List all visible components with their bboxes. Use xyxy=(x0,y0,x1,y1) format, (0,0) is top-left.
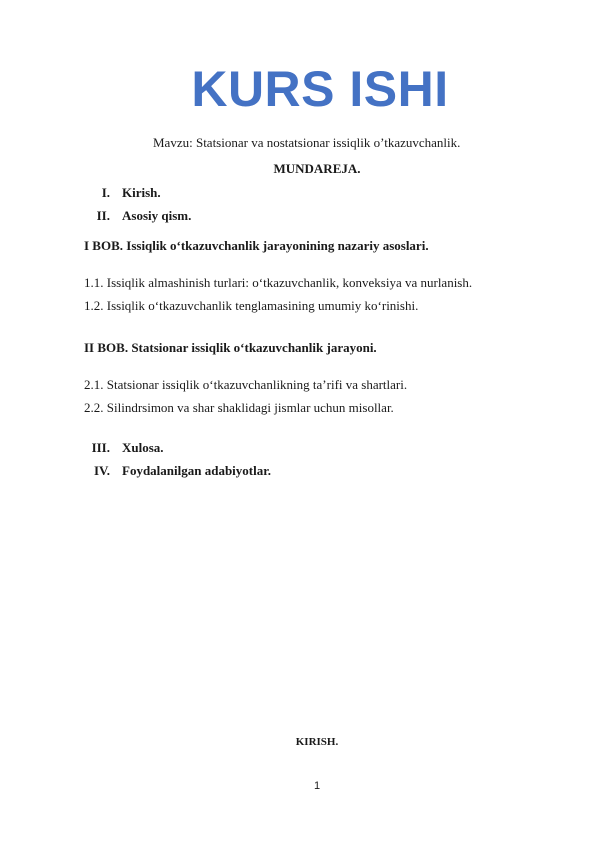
section-2-2: 2.2. Silindrsimon va shar shaklidagi jismlar uchun misollar. xyxy=(84,400,394,415)
page-number: 1 xyxy=(313,780,321,792)
kirish-heading: KIRISH. xyxy=(295,736,339,748)
toc-item-label: Kirish. xyxy=(122,185,161,200)
toc-item-number: II. xyxy=(96,208,110,223)
toc-item-number: I. xyxy=(101,185,110,200)
chapter-1-title: I BOB. Issiqlik o‘tkazuvchanlik jarayonining nazariy asoslari. xyxy=(84,238,429,253)
toc-item-label: Xulosa. xyxy=(122,440,164,455)
document-subtitle: Mavzu: Statsionar va nostatsionar issiqlik o’tkazuvchanlik. xyxy=(153,135,461,150)
chapter-2-title: II BOB. Statsionar issiqlik o‘tkazuvchanlik jarayoni. xyxy=(84,340,377,355)
section-2-1: 2.1. Statsionar issiqlik o‘tkazuvchanlikning ta’rifi va shartlari. xyxy=(84,377,408,392)
toc-item-number: III. xyxy=(91,440,110,455)
toc-item-label: Asosiy qism. xyxy=(122,208,192,223)
toc-item-label: Foydalanilgan adabiyotlar. xyxy=(122,463,272,478)
section-1-1: 1.1. Issiqlik almashinish turlari: o‘tkazuvchanlik, konveksiya va nurlanish. xyxy=(84,275,473,290)
document-title: KURS ISHI xyxy=(191,61,449,117)
toc-item-number: IV. xyxy=(93,463,110,478)
section-1-2: 1.2. Issiqlik o‘tkazuvchanlik tenglamasining umumiy ko‘rinishi. xyxy=(84,298,419,313)
toc-heading: MUNDAREJA. xyxy=(273,161,361,176)
